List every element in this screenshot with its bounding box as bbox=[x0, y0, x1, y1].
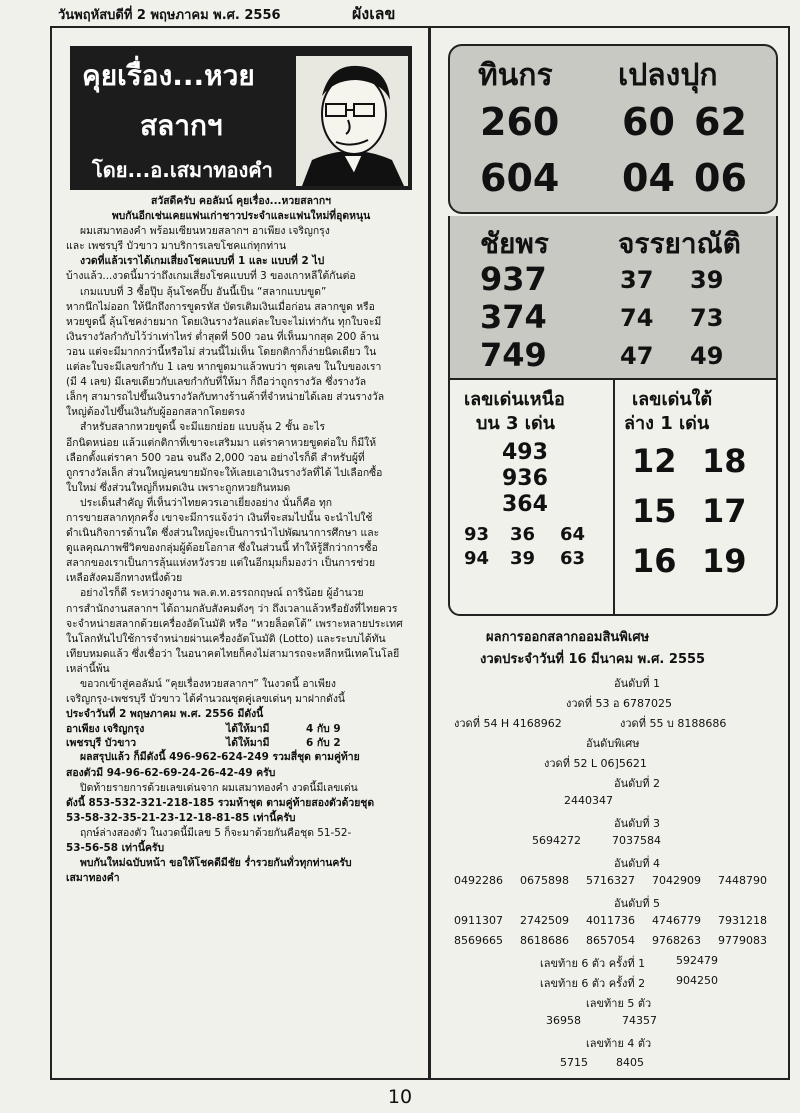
intro-line2: พบกันอีกเช่นเคยแฟนเก่าชาวประจำและแฟนใหม่ที่อุดหนุน bbox=[111, 210, 371, 223]
paragraph-line: สลากของเราเป็นการลุ้นแห่งหวังรวย แต่ในอีกมุมก็มองว่า เป็นการช่วย bbox=[66, 557, 376, 570]
prize-label: เลขท้าย 6 ตัว ครั้งที่ 1 bbox=[540, 957, 646, 970]
bottom-pair-number: 16 bbox=[632, 542, 677, 580]
paragraph-line: ดังนี้ 853-532-321-218-185 รวมห้าชุด ตามคู่ท้ายสองตัวด้วยชุด bbox=[66, 796, 375, 809]
lucky-number: 937 bbox=[480, 260, 547, 298]
paragraph-line: 53-58-32-35-21-23-12-18-81-85 เท่านี้ครับ bbox=[66, 811, 296, 824]
prize-label: อันดับที่ 2 bbox=[614, 777, 660, 790]
lucky-number: 06 bbox=[694, 156, 747, 200]
paragraph-line: เหล่านี้พ้น bbox=[66, 662, 110, 675]
column-article bbox=[58, 34, 420, 1074]
prize-number: 74357 bbox=[622, 1014, 657, 1027]
prize-number: 4011736 bbox=[586, 914, 635, 927]
paragraph-line: ใหญ่ต้องไปขึ้นเงินกับผู้ออกสลากโดยตรง bbox=[66, 406, 245, 419]
box-name: ชัยพร bbox=[480, 227, 549, 260]
prize-number: 5694272 bbox=[532, 834, 581, 847]
pair-number: 93 bbox=[464, 524, 490, 545]
paragraph-line: เทียบหมดแล้ว ซึ่งเชื่อว่า ในอนาคตไทยก็คงไม่สามารถจะหลีกหนีเทคโนโลยี bbox=[66, 647, 400, 660]
pair-number: 63 bbox=[560, 548, 586, 569]
lucky-number: 04 bbox=[622, 156, 675, 200]
pick-label: ได้ให้มามี bbox=[226, 723, 270, 736]
paragraph-line: การสำนักงานสลากฯ ได้ถามกลับสังคมดังๆ ว่า ถึงเวลาแล้วหรือยังที่ไทยควร bbox=[66, 602, 398, 615]
lucky-number: 604 bbox=[480, 156, 560, 200]
lucky-number: 62 bbox=[694, 100, 747, 144]
summary-line: สองตัวมี 94-96-62-69-24-26-42-49 ครับ bbox=[66, 766, 276, 779]
top3-number: 936 bbox=[502, 466, 548, 491]
paragraph-line: ปิดท้ายรายการด้วยเลขเด่นจาก ผมเสมาทองคำ งวดนี้มีเลขเด่น bbox=[80, 781, 358, 794]
closing-signature: เสมาทองคำ bbox=[66, 872, 120, 885]
prize-label: เลขท้าย 5 ตัว bbox=[586, 997, 652, 1010]
results-date: งวดประจำวันที่ 16 มีนาคม พ.ศ. 2555 bbox=[480, 652, 706, 667]
box3-left-title: เลขเด่นเหนือ bbox=[464, 389, 565, 410]
prize-number: 8657054 bbox=[586, 934, 635, 947]
paragraph-line: สำหรับสลากหวยขูดนี้ จะมีแยกย่อย แบบลุ้น 2 ชั้น อะไร bbox=[80, 421, 326, 434]
paragraph-line: หากนึกไม่ออก ให้นึกถึงการขูดรหัส บัตรเติมเงินเมื่อก่อน สลากขูด หรือ bbox=[66, 300, 375, 313]
prize-label: อันดับพิเศษ bbox=[586, 737, 640, 750]
paragraph-line: หวยขูดนี้ ลุ้นโชคง่ายมาก โดยเงินรางวัลแต่ละใบจะไม่เท่ากัน ทุกใบจะมี bbox=[66, 315, 382, 328]
prize-number: 4746779 bbox=[652, 914, 701, 927]
column-divider bbox=[428, 28, 431, 1078]
prize-number: 36958 bbox=[546, 1014, 581, 1027]
pair-number: 64 bbox=[560, 524, 586, 545]
newspaper-name: ผังเลข bbox=[352, 4, 396, 23]
paragraph-line: เล็กๆ สามารถไปขึ้นเงินรางวัลกับทางร้านค้าที่จำหน่ายได้เลย ส่วนรางวัล bbox=[66, 391, 385, 404]
paragraph-line: ถูกรางวัลเล็ก ส่วนใหญ่คนขายมักจะให้เลยเอาเงินรางวัลที่ได้ ไปเลือกซื้อ bbox=[66, 466, 383, 479]
paragraph-line: เกมแบบที่ 3 ซื้อปุ๊บ ลุ้นโชคปั๊บ อันนี้เป็น “สลากแบบขูด” bbox=[80, 285, 327, 298]
pair-number: 36 bbox=[510, 524, 536, 545]
bottom-pair-number: 15 bbox=[632, 492, 677, 530]
lucky-number: 73 bbox=[690, 304, 724, 332]
prize-line: งวดที่ 52 L 06]5621 bbox=[544, 757, 647, 770]
bottom-pair-number: 19 bbox=[702, 542, 747, 580]
paragraph-line: เจริญกรุง-เพชรบุรี บัวขาว ได้คำนวณชุดคู่เลขเด่นๆ มาฝากดังนี้ bbox=[66, 693, 346, 706]
prize-number: 2742509 bbox=[520, 914, 569, 927]
prize-line: งวดที่ 54 H 4168962 bbox=[454, 717, 562, 730]
prize-number: 9779083 bbox=[718, 934, 767, 947]
box3-left-subtitle: บน 3 เด่น bbox=[476, 413, 555, 434]
paragraph-line: ประจำวันที่ 2 พฤษภาคม พ.ศ. 2556 มีดังนี้ bbox=[66, 708, 264, 721]
banner-byline: โดย...อ.เสมาทองคำ bbox=[92, 158, 273, 182]
article-body bbox=[66, 194, 416, 886]
prize-number: 904250 bbox=[676, 974, 718, 987]
paragraph-line: อย่างไรก็ดี ระหว่างดูงาน พล.ต.ท.อรรถกฤษณ์ ถาริน้อย ผู้อำนวย bbox=[80, 587, 364, 600]
top3-number: 493 bbox=[502, 440, 548, 465]
summary-line: ผลสรุปแล้ว ก็มีดังนี้ 496-962-624-249 รวมสี่ชุด ตามคู่ท้าย bbox=[80, 751, 360, 764]
lucky-number: 47 bbox=[620, 342, 654, 370]
paragraph-line: ฤกษ์ล่างสองตัว ในงวดนี้มีเลข 5 ก็จะมาด้วยกันคือชุด 51-52- bbox=[80, 826, 352, 839]
prize-number: 5715 bbox=[560, 1056, 588, 1069]
closing-line: พบกันใหม่ฉบับหน้า ขอให้โชคดีมีชัย ร่ำรวยกันทั่วทุกท่านครับ bbox=[80, 857, 352, 870]
paragraph-line: ดูแลคุณภาพชีวิตของกลุ่มผู้ด้อยโอกาส ซึ่งในส่วนนี้ ทำให้รู้สึกว่าการซื้อ bbox=[66, 542, 378, 555]
paragraph-line: งวดที่แล้วเราได้เกมเสี่ยงโชคแบบที่ 1 และ แบบที่ 2 ไป bbox=[80, 255, 325, 268]
lucky-number: 260 bbox=[480, 100, 560, 144]
prize-number: 7931218 bbox=[718, 914, 767, 927]
prize-number: 7448790 bbox=[718, 874, 767, 887]
pick-name: เพชรบุรี บัวขาว bbox=[66, 737, 137, 750]
paragraph-line: ในโลกหันไปใช้การจำหน่ายผ่านเครื่องอัตโนมัติ (Lotto) และระบบได้ทัน bbox=[66, 632, 386, 645]
paragraph-line: 53-56-58 เท่านี้ครับ bbox=[66, 842, 165, 855]
pick-row bbox=[66, 736, 416, 750]
prize-label: อันดับที่ 3 bbox=[614, 817, 660, 830]
column-banner bbox=[70, 46, 412, 190]
prize-number: 0492286 bbox=[454, 874, 503, 887]
paragraph-line: และ เพชรบุรี บัวขาว มาบริการเลขโชคแก่ทุกท่าน bbox=[66, 240, 287, 253]
page-header-date: วันพฤหัสบดีที่ 2 พฤษภาคม พ.ศ. 2556 bbox=[58, 8, 281, 23]
prize-line: งวดที่ 53 อ 6787025 bbox=[566, 697, 673, 710]
bottom-pair-number: 17 bbox=[702, 492, 747, 530]
prize-label: อันดับที่ 5 bbox=[614, 897, 660, 910]
prize-number: 0911307 bbox=[454, 914, 503, 927]
results-title: ผลการออกสลากออมสินพิเศษ bbox=[486, 630, 650, 645]
box3-right-title: เลขเด่นใต้ bbox=[632, 389, 713, 410]
prize-number: 7037584 bbox=[612, 834, 661, 847]
banner-title-line1: คุยเรื่อง...หวย bbox=[82, 59, 255, 92]
paragraph-line: ขอวกเข้าสู่คอลัมน์ “คุยเรื่องหวยสลากฯ” ในงวดนี้ อาเพียง bbox=[80, 678, 336, 690]
paragraph-line: แต่ละใบจะมีเลขกำกับ 1 เลข หากขูดมาแล้วพบว่า ชุดเลข ในใบของเรา bbox=[66, 361, 382, 374]
box3-divider bbox=[613, 380, 615, 616]
prize-number: 9768263 bbox=[652, 934, 701, 947]
lucky-number: 74 bbox=[620, 304, 654, 332]
pick-number: 6 กับ 2 bbox=[306, 737, 341, 750]
prize-number: 8405 bbox=[616, 1056, 644, 1069]
pick-name: อาเพียง เจริญกรุง bbox=[66, 723, 145, 736]
prize-label: อันดับที่ 4 bbox=[614, 857, 660, 870]
prize-number: 5716327 bbox=[586, 874, 635, 887]
prize-number: 8618686 bbox=[520, 934, 569, 947]
paragraph-line: จะจำหน่ายสลากด้วยเครื่องอัตโนมัติ หรือ “หวยล็อตโต้” เพราะหลายประเทศ bbox=[66, 617, 403, 630]
intro-line1: สวัสดีครับ คอลัมน์ คุยเรื่อง...หวยสลากฯ bbox=[151, 195, 331, 207]
paragraph-line: วอน แต่จะมีมากกว่านี้หรือไม่ ส่วนนี้ไม่เห็น โดยกติกาก็ง่ายนิดเดียว ใน bbox=[66, 345, 377, 358]
numbers-box-2 bbox=[448, 216, 778, 396]
paragraph-line: ประเด็นสำคัญ ที่เห็นว่าไทยควรเอาเยี่ยงอย่าง นั่นก็คือ ทุก bbox=[80, 496, 333, 509]
lucky-number: 37 bbox=[620, 266, 654, 294]
banner-title-line2: สลากฯ bbox=[140, 109, 223, 142]
box-name: ทินกร bbox=[478, 58, 553, 93]
paragraph-line: ดำเนินกิจการด้านใด ซึ่งส่วนใหญ่จะเป็นการนำไปพัฒนาการศึกษา และ bbox=[66, 527, 380, 540]
box-name: จรรยาณัติ bbox=[618, 227, 741, 260]
pick-label: ได้ให้มามี bbox=[226, 737, 270, 750]
bottom-pair-number: 18 bbox=[702, 442, 747, 480]
prize-label: อันดับที่ 1 bbox=[614, 677, 660, 690]
author-caricature-icon bbox=[296, 56, 408, 186]
paragraph-line: เลือกตั้งแต่ราคา 500 วอน จนถึง 2,000 วอน อย่างไรก็ดี สำหรับผู้ที่ bbox=[66, 451, 365, 464]
numbers-box-3 bbox=[448, 378, 778, 616]
prize-line: งวดที่ 55 บ 8188686 bbox=[620, 717, 727, 730]
page-number: 10 bbox=[387, 1086, 413, 1108]
box3-right-subtitle: ล่าง 1 เด่น bbox=[624, 413, 710, 434]
paragraph-line: เหลือสังคมอีกทางหนึ่งด้วย bbox=[66, 572, 183, 585]
prize-number: 0675898 bbox=[520, 874, 569, 887]
paragraph-line: การขายสลากทุกครั้ง เขาจะมีการแจ้งว่า เงินที่จะสมไปนั้น จะนำไปใช้ bbox=[66, 511, 373, 524]
paragraph-line: ใบใหม่ ซึ่งส่วนใหญ่ก็หมดเงิน เพราะถูกหวยกินหมด bbox=[66, 481, 291, 494]
paragraph-line: เงินรางวัลกำกับไว้ว่าเท่าไหร่ ต่ำสุดที่ 500 วอน ที่เห็นมากสุด 200 ล้าน bbox=[66, 330, 379, 343]
pick-number: 4 กับ 9 bbox=[306, 723, 341, 736]
prize-number: 8569665 bbox=[454, 934, 503, 947]
prize-number: 7042909 bbox=[652, 874, 701, 887]
lucky-number: 374 bbox=[480, 298, 547, 336]
lucky-number: 749 bbox=[480, 336, 547, 374]
box-name: เปลงปุก bbox=[618, 58, 718, 93]
pick-row bbox=[66, 722, 416, 736]
lucky-number: 49 bbox=[690, 342, 724, 370]
numbers-box-1 bbox=[448, 44, 778, 214]
pair-number: 39 bbox=[510, 548, 536, 569]
paragraph-line: อีกนิดหน่อย แล้วแต่กติกาที่เขาจะเสริมมา แต่ราคาหวยขูดต่อใบ ก็มีให้ bbox=[66, 436, 377, 449]
prize-number: 2440347 bbox=[564, 794, 613, 807]
lucky-number: 60 bbox=[622, 100, 675, 144]
prize-number: 592479 bbox=[676, 954, 718, 967]
paragraph-line: บ้างแล้ว...งวดนี้มาว่าถึงเกมเสี่ยงโชคแบบที่ 3 ของเกาหลีใต้กันต่อ bbox=[66, 270, 356, 283]
pair-number: 94 bbox=[464, 548, 490, 569]
paragraph-line: (มี 4 เลข) มีเลขเดียวกับเลขกำกับที่ให้มา ก็ถือว่าถูกรางวัล ซึ่งรางวัล bbox=[66, 376, 367, 389]
lucky-number: 39 bbox=[690, 266, 724, 294]
top3-number: 364 bbox=[502, 492, 548, 517]
paragraph-line: ผมเสมาทองคำ พร้อมเซียนหวยสลากฯ อาเพียง เจริญกรุง bbox=[80, 225, 330, 238]
prize-label: เลขท้าย 6 ตัว ครั้งที่ 2 bbox=[540, 977, 646, 990]
prize-label: เลขท้าย 4 ตัว bbox=[586, 1037, 652, 1050]
bottom-pair-number: 12 bbox=[632, 442, 677, 480]
